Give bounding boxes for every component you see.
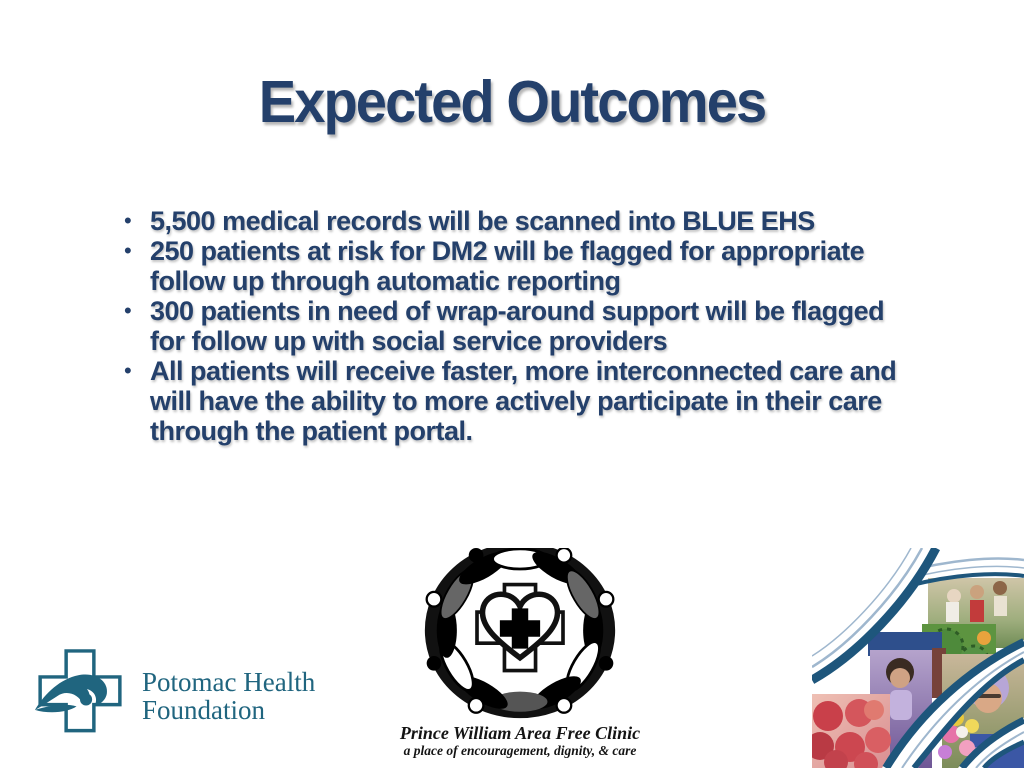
bullet-text: All patients will receive faster, more interconnected care and will have the ability to more actively participate in their care through the patient portal. (150, 356, 897, 446)
bullet-text: 250 patients at risk for DM2 will be flagged for appropriate follow up through automatic reporting (150, 236, 865, 296)
bullet-item (122, 236, 922, 296)
bullet-item (122, 356, 922, 446)
bullet-marker: • (124, 358, 132, 383)
bullet-text: 5,500 medical records will be scanned into BLUE EHS (150, 206, 815, 236)
bullet-marker: • (124, 238, 132, 263)
bullet-list (122, 206, 922, 446)
potomac-logo-line2: Foundation (142, 695, 266, 725)
potomac-health-foundation-logo (28, 643, 315, 749)
free-clinic-tagline: a place of encouragement, dignity, & care (403, 743, 637, 758)
page-title: Expected Outcomes (258, 69, 766, 135)
potomac-logo-line1: Potomac Health (142, 667, 316, 697)
potomac-logo-text (142, 668, 315, 724)
bullet-marker: • (124, 298, 132, 323)
free-clinic-logo (368, 548, 672, 759)
bullet-marker: • (124, 208, 132, 233)
cross-wave-icon (28, 643, 132, 749)
hands-circle-heart-cross-icon (417, 548, 623, 720)
bullet-text: 300 patients in need of wrap-around support will be flagged for follow up with social service providers (150, 296, 885, 356)
free-clinic-name: Prince William Area Free Clinic (399, 723, 641, 743)
bullet-item (122, 206, 922, 236)
bullet-item (122, 296, 922, 356)
community-photo-collage (812, 548, 1024, 768)
